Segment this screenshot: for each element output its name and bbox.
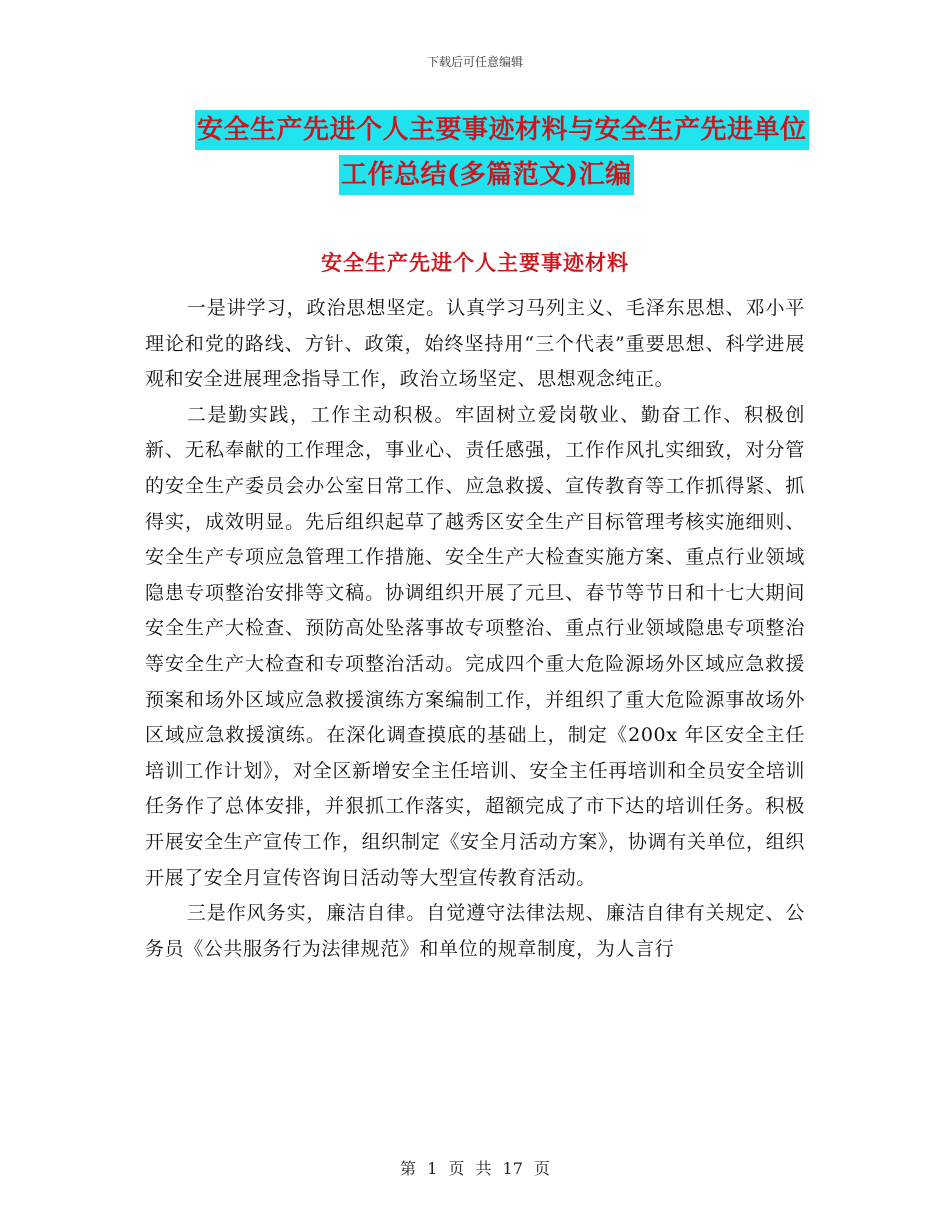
paragraph-2: 二是勤实践，工作主动积极。牢固树立爱岗敬业、勤奋工作、积极创新、无私奉献的工作理念，事业心、责任感强，工作作风扎实细致，对分管的安全生产委员会办公室日常工作、应急救援、宣传教育等工作抓得紧、抓得实，成效明显。先后组织起草了越秀区安全生产目标管理考核实施细则、安全生产专项应急管理工作措施、安全生产大检查实施方案、重点行业领域隐患专项整治安排等文稿。协调组织开展了元旦、春节等节日和十七大期间安全生产大检查、预防高处坠落事故专项整治、重点行业领域隐患专项整治等安全生产大检查和专项整治活动。完成四个重大危险源场外区域应急救援预案和场外区域应急救援演练方案编制工作，并组织了重大危险源事故场外区域应急救援演练。在深化调查摸底的基础上，制定《200x 年区安全主任培训工作计划》，对全区新增安全主任培训、安全主任再培训和全员安全培训任务作了总体安排，并狠抓工作落实，超额完成了市下达的培训任务。积极开展安全生产宣传工作，组织制定《安全月活动方案》，协调有关单位，组织开展了安全月宣传咨询日活动等大型宣传教育活动。 (145, 403, 805, 889)
title-line-1: 安全生产先进个人主要事迹材料与安全生产先进单位 (195, 110, 809, 150)
page-footer: 第 1 页 共 17 页 (400, 1159, 550, 1178)
section-title: 安全生产先进个人主要事迹材料 (321, 250, 629, 275)
header-note: 下载后可任意编辑 (426, 55, 523, 69)
paragraph-1: 一是讲学习，政治思想坚定。认真学习马列主义、毛泽东思想、邓小平理论和党的路线、方针、政策，始终坚持用“三个代表”重要思想、科学进展观和安全进展理念指导工作，政治立场坚定、思想观念纯正。 (145, 297, 805, 391)
title-line-2: 工作总结(多篇范文)汇编 (339, 155, 634, 195)
body-text (145, 291, 805, 967)
paragraph-3: 三是作风务实，廉洁自律。自觉遵守法律法规、廉洁自律有关规定、公务员《公共服务行为法律规范》和单位的规章制度，为人言行 (145, 902, 805, 960)
